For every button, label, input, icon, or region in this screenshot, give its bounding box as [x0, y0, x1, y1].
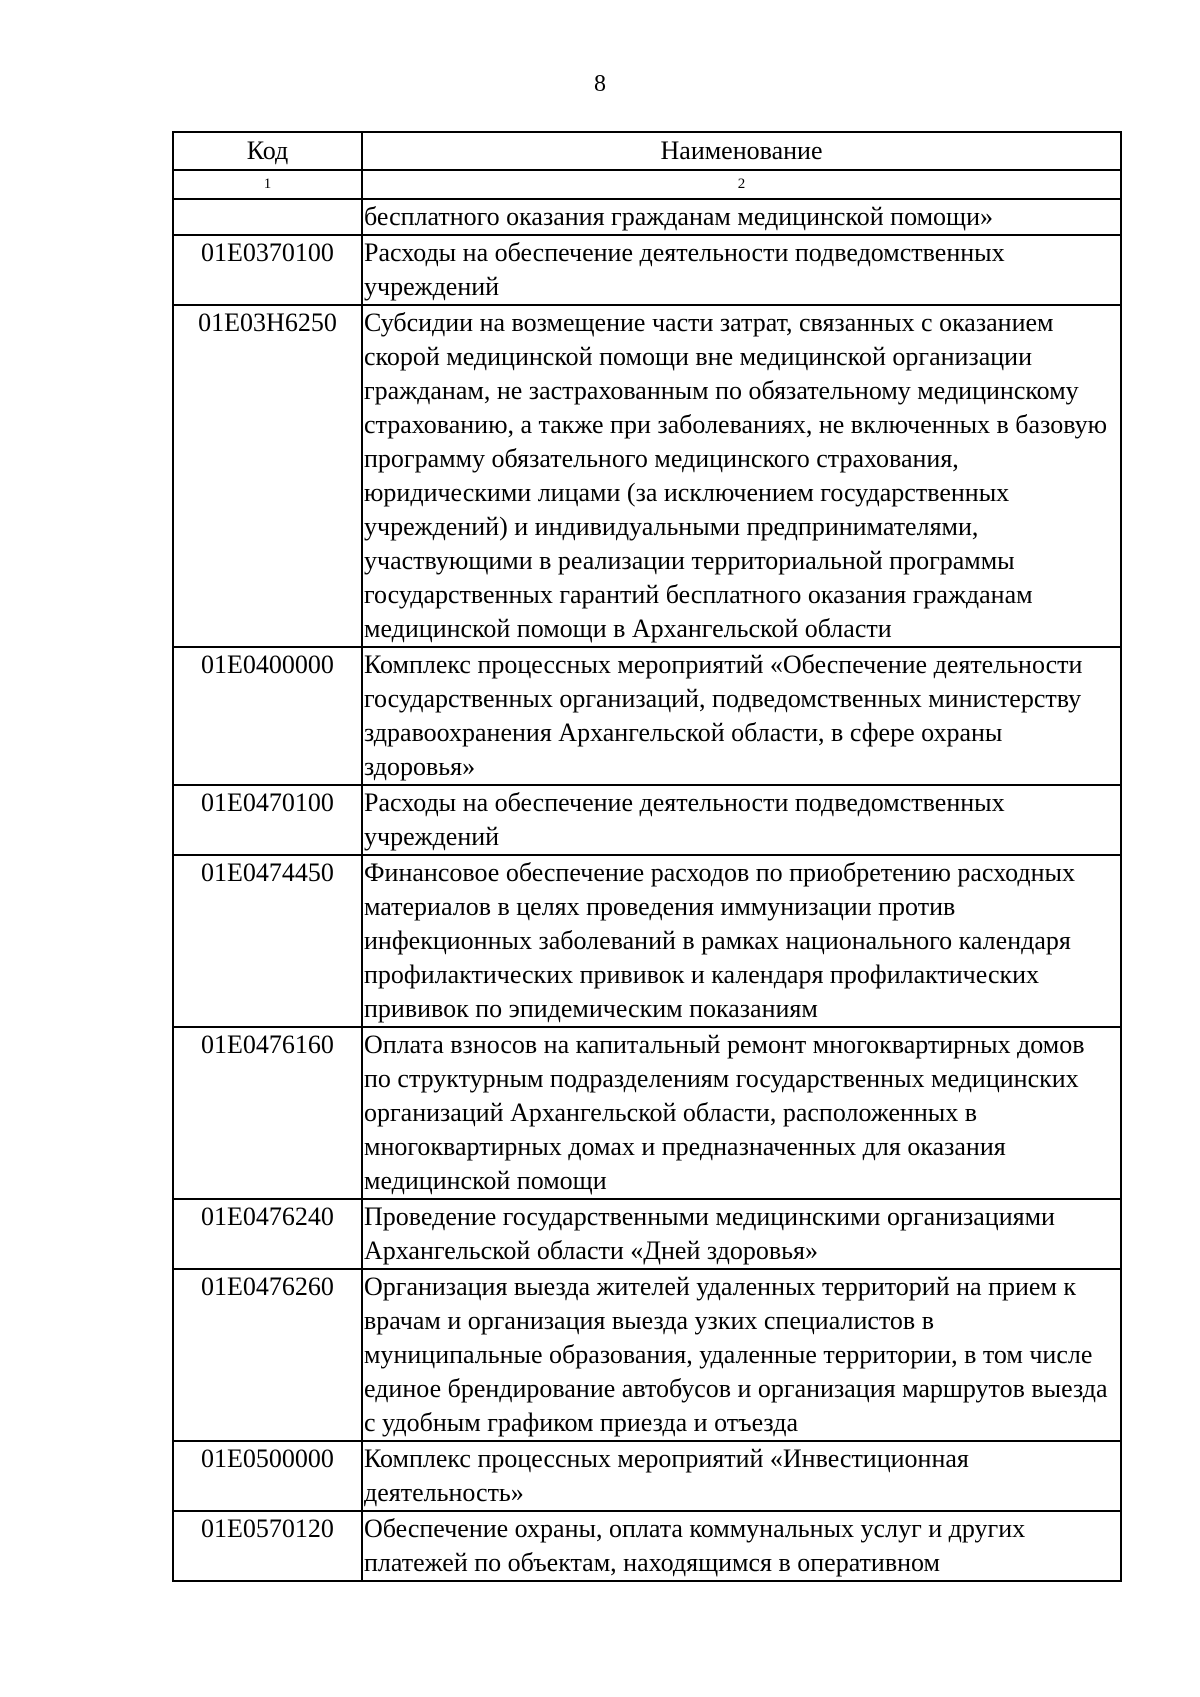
row-name: Обеспечение охраны, оплата коммунальных услуг и других платежей по объектам, находящимся в оперативном — [362, 1511, 1121, 1581]
row-name: Субсидии на возмещение части затрат, связанных с оказанием скорой медицинской помощи вне медицинской организации гражданам, не застрахованным по обязательному медицинскому страхованию, а также при заболеваниях, не включенных в базовую программу обязательного медицинского страхования, юридическими лицами (за исключением государственных учреждений) и индивидуальными предпринимателями, участвующими в реализации территориальной программы государственных гарантий бесплатного оказания гражданам медицинской помощи в Архангельской области — [362, 305, 1121, 647]
row-code: 01Е0470100 — [173, 785, 362, 855]
table-row — [173, 199, 1121, 235]
row-code: 01Е0500000 — [173, 1441, 362, 1511]
table-row — [173, 305, 1121, 647]
row-name: Расходы на обеспечение деятельности подведомственных учреждений — [362, 785, 1121, 855]
row-code: 01Е03Н6250 — [173, 305, 362, 647]
table-row — [173, 1269, 1121, 1441]
budget-code-table — [172, 131, 1122, 1582]
row-name: Оплата взносов на капитальный ремонт многоквартирных домов по структурным подразделениям государственных медицинских организаций Архангельской области, расположенных в многоквартирных домах и предназначенных для оказания медицинской помощи — [362, 1027, 1121, 1199]
row-name: Комплекс процессных мероприятий «Обеспечение деятельности государственных организаций, подведомственных министерству здравоохранения Архангельской области, в сфере охраны здоровья» — [362, 647, 1121, 785]
row-code: 01Е0570120 — [173, 1511, 362, 1581]
table-row — [173, 1441, 1121, 1511]
row-name: Проведение государственными медицинскими организациями Архангельской области «Дней здоровья» — [362, 1199, 1121, 1269]
row-name: Финансовое обеспечение расходов по приобретению расходных материалов в целях проведения иммунизации против инфекционных заболеваний в рамках национального календаря профилактических прививок и календаря профилактических прививок по эпидемическим показаниям — [362, 855, 1121, 1027]
row-code: 01Е0474450 — [173, 855, 362, 1027]
header-name: Наименование — [362, 132, 1121, 170]
row-code — [173, 199, 362, 235]
row-code: 01Е0370100 — [173, 235, 362, 305]
table-header-row — [173, 132, 1121, 170]
row-name: бесплатного оказания гражданам медицинской помощи» — [362, 199, 1121, 235]
table-row — [173, 785, 1121, 855]
row-code: 01Е0476240 — [173, 1199, 362, 1269]
table-row — [173, 235, 1121, 305]
table-row — [173, 1027, 1121, 1199]
row-code: 01Е0400000 — [173, 647, 362, 785]
table-row — [173, 1511, 1121, 1581]
page-number: 8 — [594, 71, 606, 97]
table-row — [173, 855, 1121, 1027]
row-code: 01Е0476260 — [173, 1269, 362, 1441]
column-number-name: 2 — [362, 170, 1121, 199]
header-code: Код — [173, 132, 362, 170]
table-row — [173, 647, 1121, 785]
table-row — [173, 1199, 1121, 1269]
column-number-code: 1 — [173, 170, 362, 199]
row-name: Организация выезда жителей удаленных территорий на прием к врачам и организация выезда узких специалистов в муниципальные образования, удаленные территории, в том числе единое брендирование автобусов и организация маршрутов выезда с удобным графиком приезда и отъезда — [362, 1269, 1121, 1441]
row-name: Комплекс процессных мероприятий «Инвестиционная деятельность» — [362, 1441, 1121, 1511]
row-name: Расходы на обеспечение деятельности подведомственных учреждений — [362, 235, 1121, 305]
row-code: 01Е0476160 — [173, 1027, 362, 1199]
column-number-row — [173, 170, 1121, 199]
